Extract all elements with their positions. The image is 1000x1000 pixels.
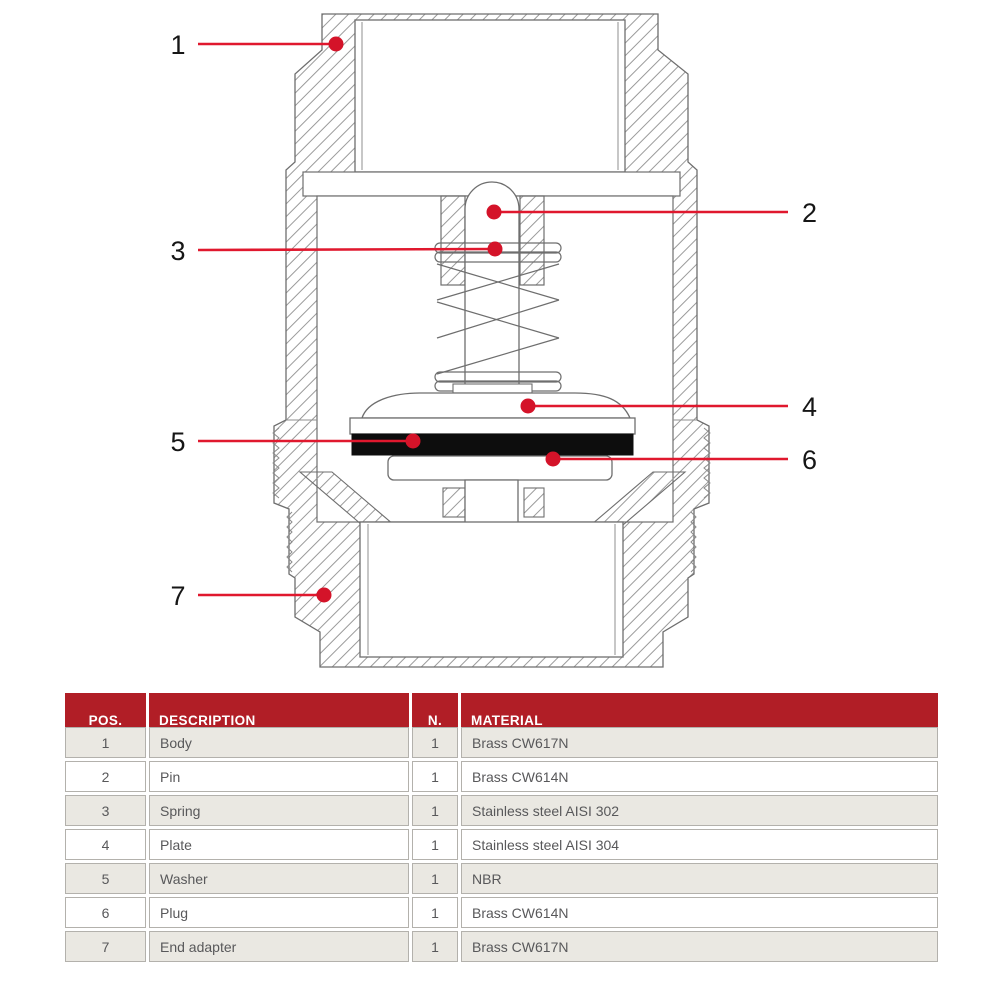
callout-2-dot <box>487 205 502 220</box>
cell-description: Spring <box>149 795 409 826</box>
callout-4-label: 4 <box>802 392 818 422</box>
callout-3-line <box>198 249 495 250</box>
cell-material: Stainless steel AISI 302 <box>461 795 938 826</box>
callout-6-dot <box>546 452 561 467</box>
callout-4-dot <box>521 399 536 414</box>
callout-7-label: 7 <box>170 581 186 611</box>
callout-6-label: 6 <box>802 445 818 475</box>
cell-pos: 5 <box>65 863 146 894</box>
cell-material: Brass CW617N <box>461 727 938 758</box>
callout-2-label: 2 <box>802 198 818 228</box>
header-description: DESCRIPTION <box>149 693 409 747</box>
parts-table <box>65 693 938 962</box>
cell-material: Brass CW617N <box>461 931 938 962</box>
plug-guide-right <box>524 488 544 517</box>
cell-n: 1 <box>412 863 458 894</box>
cell-material: NBR <box>461 863 938 894</box>
header-pos: POS. <box>65 693 146 747</box>
callout-5-dot <box>406 434 421 449</box>
cell-description: Washer <box>149 863 409 894</box>
callout-3-dot <box>488 242 503 257</box>
cell-pos: 7 <box>65 931 146 962</box>
header-n: N. <box>412 693 458 747</box>
cell-pos: 3 <box>65 795 146 826</box>
plug-guide-left <box>443 488 465 517</box>
cell-description: Body <box>149 727 409 758</box>
header-material: MATERIAL <box>461 693 938 747</box>
cell-material: Brass CW614N <box>461 897 938 928</box>
callout-1-label: 1 <box>170 30 186 60</box>
cell-n: 1 <box>412 727 458 758</box>
cell-description: Plug <box>149 897 409 928</box>
end-adapter-port <box>360 522 623 657</box>
cell-n: 1 <box>412 829 458 860</box>
callout-7-dot <box>317 588 332 603</box>
cell-pos: 4 <box>65 829 146 860</box>
cell-description: Pin <box>149 761 409 792</box>
cell-n: 1 <box>412 795 458 826</box>
callout-3-label: 3 <box>170 236 186 266</box>
cell-n: 1 <box>412 931 458 962</box>
cell-material: Stainless steel AISI 304 <box>461 829 938 860</box>
top-port-bore <box>355 20 625 172</box>
callout-5-label: 5 <box>170 427 186 457</box>
cell-n: 1 <box>412 761 458 792</box>
cell-pos: 1 <box>65 727 146 758</box>
callout-1-dot <box>329 37 344 52</box>
cell-description: End adapter <box>149 931 409 962</box>
cell-pos: 6 <box>65 897 146 928</box>
cell-n: 1 <box>412 897 458 928</box>
cell-pos: 2 <box>65 761 146 792</box>
cell-material: Brass CW614N <box>461 761 938 792</box>
washer <box>352 434 633 455</box>
cell-description: Plate <box>149 829 409 860</box>
